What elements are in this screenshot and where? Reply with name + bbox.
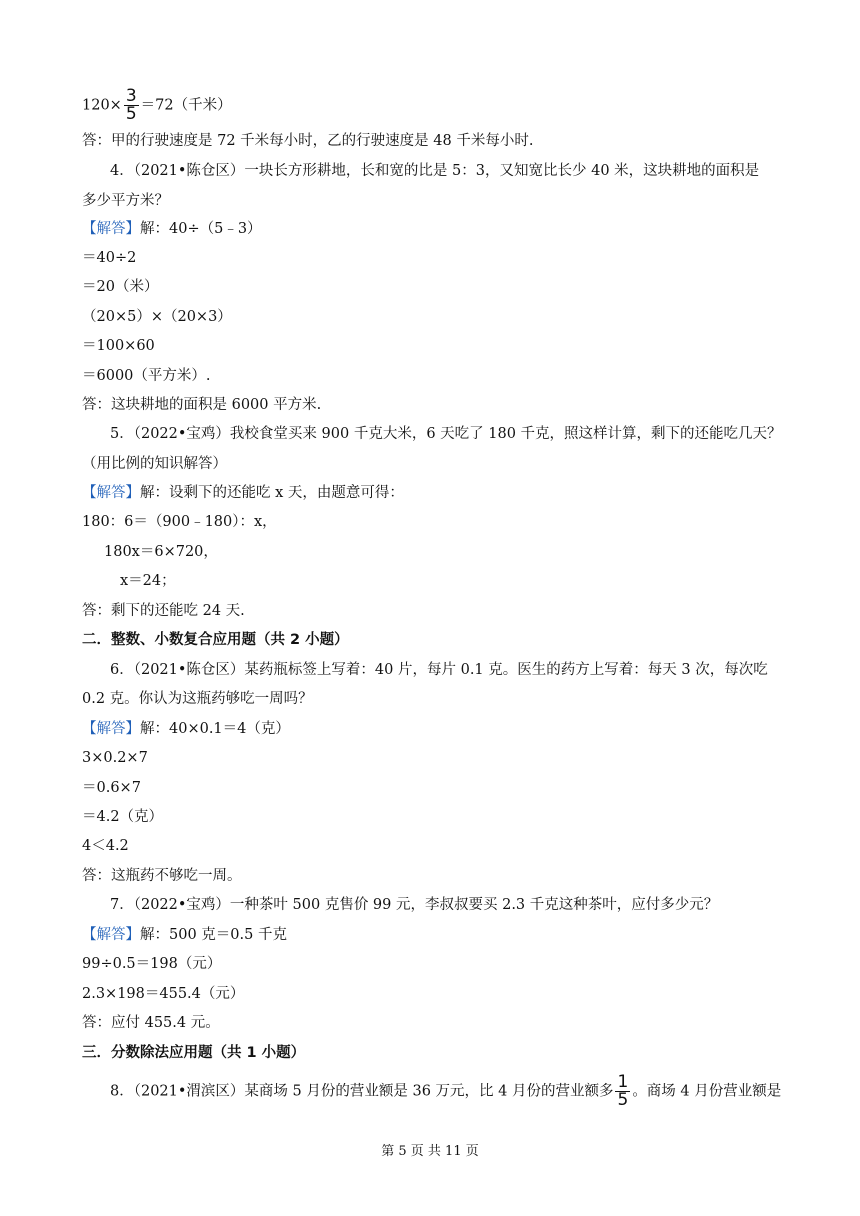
- answer-line: 答：这块耕地的面积是 6000 平方米.: [82, 397, 322, 413]
- question-4-text-cont: 多少平方米？: [82, 193, 169, 209]
- question-8-suffix: 。商场 4 月份营业额是: [632, 1083, 782, 1100]
- step-line: （20×5）×（20×3）: [82, 309, 232, 325]
- step-line: ＝0.6×7: [82, 780, 141, 796]
- solution-line: [82, 719, 290, 739]
- question-4-text: 4．（2021•陈仓区）一块长方形耕地，长和宽的比是 5：3，又知宽比长少 40 米，这块耕地的面积是: [110, 163, 760, 179]
- step-line: 3×0.2×7: [82, 750, 148, 766]
- answer-line: 答：应付 455.4 元。: [82, 1015, 220, 1031]
- solution-tag: 【解答】: [82, 927, 140, 943]
- step-text: 解：40÷（5﹣3）: [140, 221, 262, 237]
- page-footer: 第 5 页 共 11 页: [381, 1144, 479, 1159]
- fraction-denominator: 5: [125, 104, 137, 124]
- question-8-text: [110, 1074, 781, 1109]
- question-7-text: 7．（2022•宝鸡）一种茶叶 500 克售价 99 元，李叔叔要买 2.3 千克这种茶叶，应付多少元？: [110, 897, 719, 913]
- calc-prefix: 120×: [82, 97, 122, 114]
- answer-line: 答：剩下的还能吃 24 天.: [82, 603, 245, 619]
- solution-tag: 【解答】: [82, 221, 140, 237]
- answer-line: 答：这瓶药不够吃一周。: [82, 868, 242, 884]
- calc-suffix: ＝72（千米）: [140, 97, 232, 114]
- step-line: ＝40÷2: [82, 250, 137, 266]
- solution-line: [82, 483, 404, 503]
- question-6-text: 6．（2021•陈仓区）某药瓶标签上写着：40 片，每片 0.1 克。医生的药方上写着：每天 3 次，每次吃: [110, 662, 768, 678]
- section-heading: 三．分数除法应用题（共 1 小题）: [82, 1045, 306, 1061]
- fraction-numerator: 3: [125, 86, 137, 106]
- section-heading: 二．整数、小数复合应用题（共 2 小题）: [82, 632, 349, 648]
- solution-line: [82, 925, 287, 945]
- fraction: [124, 88, 139, 123]
- step-line: ＝20（米）: [82, 279, 159, 295]
- answer-line: 答：甲的行驶速度是 72 千米每小时，乙的行驶速度是 48 千米每小时.: [82, 133, 534, 149]
- step-line: ＝4.2（克）: [82, 809, 164, 825]
- step-line: 2.3×198＝455.4（元）: [82, 986, 245, 1002]
- question-5-text-cont: （用比例的知识解答）: [82, 456, 227, 472]
- step-line: ＝100×60: [82, 338, 155, 354]
- calc-line: [82, 88, 232, 123]
- solution-line: [82, 219, 262, 239]
- solution-tag: 【解答】: [82, 721, 140, 737]
- step-line: 99÷0.5＝198（元）: [82, 956, 222, 972]
- fraction: [615, 1074, 630, 1109]
- step-line: x＝24；: [120, 573, 176, 589]
- step-text: 解：500 克＝0.5 千克: [140, 927, 287, 943]
- step-line: 180：6＝（900﹣180）：x，: [82, 514, 277, 530]
- solution-tag: 【解答】: [82, 485, 140, 501]
- question-6-text-cont: 0.2 克。你认为这瓶药够吃一周吗？: [82, 691, 313, 707]
- question-8-prefix: 8．（2021•渭滨区）某商场 5 月份的营业额是 36 万元，比 4 月份的营业额多: [110, 1083, 614, 1100]
- question-5-text: 5．（2022•宝鸡）我校食堂买来 900 千克大米，6 天吃了 180 千克，照这样计算，剩下的还能吃几天？: [110, 426, 782, 442]
- fraction-denominator: 5: [617, 1090, 629, 1110]
- step-line: 180x＝6×720，: [104, 544, 218, 560]
- step-line: 4＜4.2: [82, 838, 129, 854]
- step-line: ＝6000（平方米）.: [82, 368, 211, 384]
- step-text: 解：40×0.1＝4（克）: [140, 721, 290, 737]
- fraction-numerator: 1: [617, 1072, 629, 1092]
- step-text: 解：设剩下的还能吃 x 天，由题意可得：: [140, 485, 404, 501]
